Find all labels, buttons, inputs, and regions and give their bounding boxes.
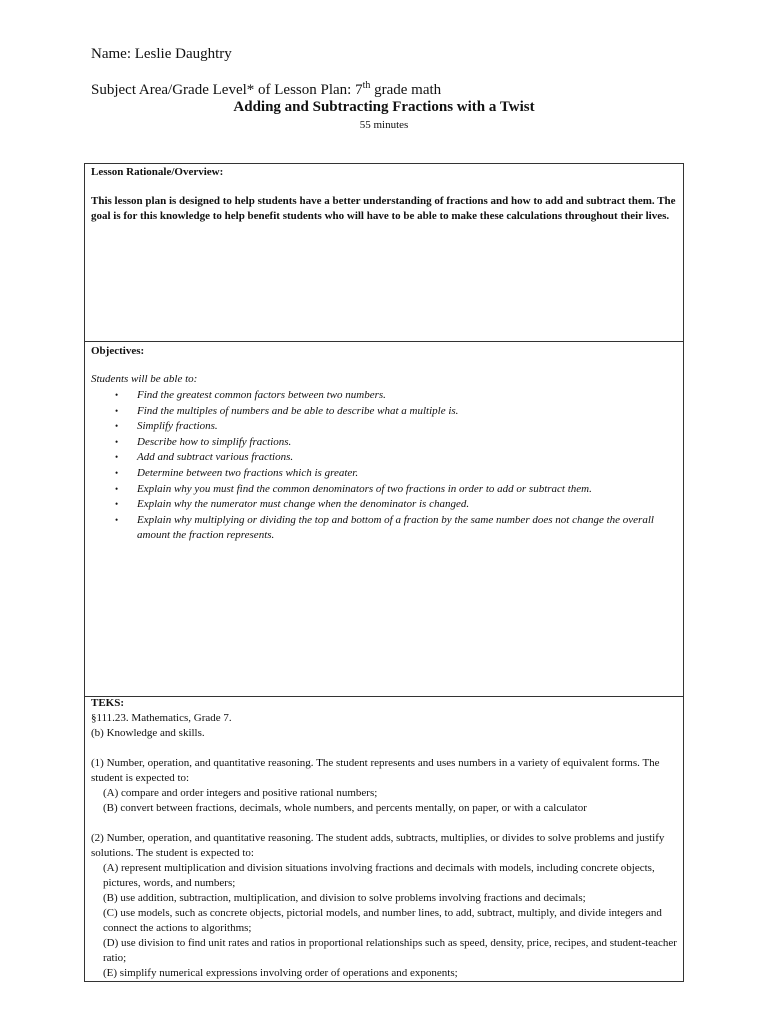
bullet-icon: • [115,467,119,478]
rationale-text: This lesson plan is designed to help students have a better understanding of fractions and how to add and subtract them. The goal is for this knowledge to help benefit students who will have to be able to make these calculations throughout their lives. [91,195,676,222]
subject-prefix: Subject Area/Grade Level* of Lesson Plan: 7 [91,82,363,98]
teks-item-2b-text: (B) use addition, subtraction, multiplication, and division to solve problems involving fractions and decimals; [103,892,586,904]
teks-body [91,711,683,981]
objectives-intro: Students will be able to: [91,373,198,385]
objective-item [115,450,677,466]
bullet-icon: • [115,514,119,525]
teks-item-2e: (E) simplify numerical expressions involving order of operations and exponents; [103,967,458,979]
teks-item-1a: (A) compare and order integers and positive rational numbers; [103,787,378,799]
teks-subsection: (b) Knowledge and skills. [91,727,205,739]
teks-heading: TEKS: [91,697,125,709]
objective-item [115,419,677,435]
objective-item [115,404,677,420]
objective-item [115,497,677,513]
objective-text: Explain why the numerator must change when the denominator is changed. [137,498,470,511]
objective-text: Determine between two fractions which is greater. [137,466,359,479]
bullet-icon: • [115,390,119,400]
lesson-title: Adding and Subtracting Fractions with a Twist [233,99,535,115]
subject-superscript: th [362,80,371,91]
objective-item [115,482,677,498]
teks-item-1b: (B) convert between fractions, decimals, whole numbers, and percents mentally, on paper, or with a calculator [103,802,587,814]
rationale-heading: Lesson Rationale/Overview: [91,166,224,178]
bullet-icon: • [115,499,119,510]
objective-text: Explain why multiplying or dividing the top and bottom of a fraction by the same number does not change the overall amount the fraction represents. [137,513,654,542]
teks-item-2d-text: (D) use division to find unit rates and ratios in proportional relationships such as speed, density, price, recipes, and student-teacher ratio; [103,937,677,964]
objective-text: Simplify fractions. [137,420,218,433]
bullet-icon: • [115,405,119,416]
teks-item-2c [91,906,683,936]
teks-item-2a [91,861,683,891]
subject-suffix: grade math [370,82,442,98]
objective-text: Add and subtract various fractions. [137,451,294,464]
objective-item [115,466,677,482]
teks-item-2c-text: (C) use models, such as concrete objects, pictorial models, and number lines, to add, subtract, multiply, and divide integers and connect the actions to algorithms; [103,907,662,934]
teks-item-2a-text: (A) represent multiplication and division situations involving fractions and decimals with models, including concrete objects, pictures, words, and numbers; [103,862,655,889]
objective-item [115,513,677,544]
teks-section [84,696,684,982]
teks-item-2d [91,936,683,966]
subject-grade-line [91,80,441,99]
lesson-duration: 55 minutes [359,119,409,131]
bullet-icon: • [115,452,119,463]
objectives-list [115,388,677,544]
objective-item [115,388,677,404]
objective-text: Describe how to simplify fractions. [137,435,292,448]
rationale-section [84,163,684,342]
objective-item [115,435,677,451]
teks-item-1: (1) Number, operation, and quantitative reasoning. The student represents and uses numbers in a variety of equivalent forms. The student is expected to: [91,757,660,784]
bullet-icon: • [115,421,119,432]
teks-item-2b [91,891,683,906]
objective-text: Explain why you must find the common denominators of two fractions in order to add or subtract them. [137,482,592,495]
teks-item-2: (2) Number, operation, and quantitative reasoning. The student adds, subtracts, multiplies, or divides to solve problems and justify solutions. The student is expected to: [91,832,665,859]
bullet-icon: • [115,436,119,447]
author-name: Name: Leslie Daughtry [91,46,232,62]
objective-text: Find the multiples of numbers and be able to describe what a multiple is. [137,404,459,417]
objective-text: Find the greatest common factors between two numbers. [137,389,386,401]
objectives-section [84,341,684,697]
objectives-heading: Objectives: [91,345,145,357]
teks-section-number: §111.23. Mathematics, Grade 7. [91,712,232,724]
bullet-icon: • [115,483,119,494]
